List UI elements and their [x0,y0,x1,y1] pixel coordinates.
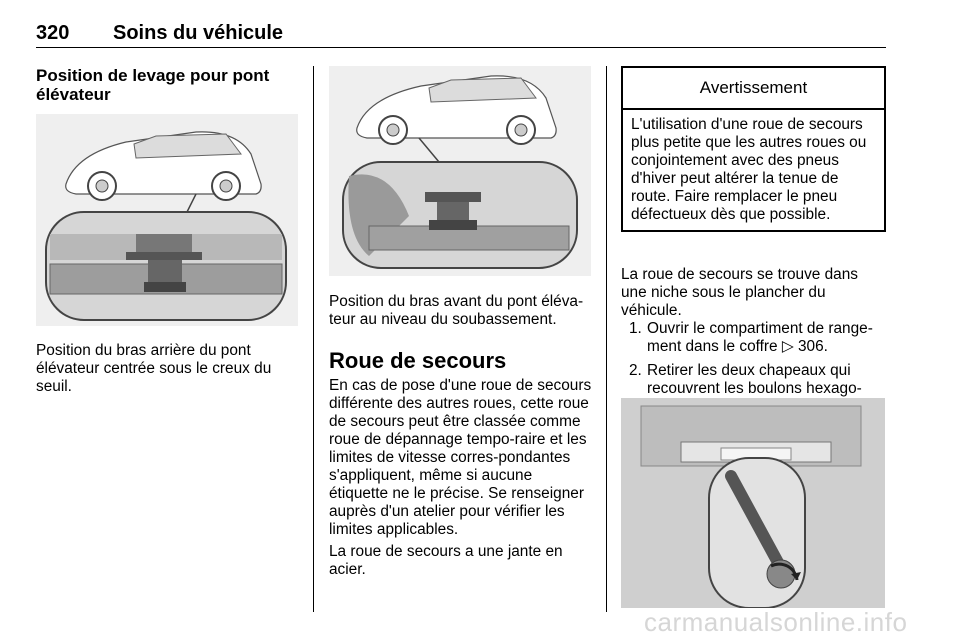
column-divider-1 [313,66,314,612]
column-divider-2 [606,66,607,612]
watermark: carmanualsonline.info [644,607,908,637]
warning-text: L'utilisation d'une roue de secours plus petite que les autres roues ou conjointement avec des pneus d'hiver peut altérer la tenue de route. Faire remplacer le pneu défectueux dès que possible. [631,116,867,223]
lift-position-heading: Position de levage pour pont élévateur [36,66,270,104]
step-number: 1. [629,320,642,337]
spare-wheel-rim-paragraph: La roue de secours a une jante en acier. [329,543,563,578]
front-lift-caption: Position du bras avant du pont éléva-teur au niveau du soubassement. [329,293,584,328]
rear-lift-arm-figure [36,114,298,326]
warning-title: Avertissement [623,68,884,110]
page-number: 320 [36,22,70,44]
trunk-cap-removal-figure [621,398,885,608]
list-item [621,320,887,356]
step-number: 2. [629,362,642,379]
step-text: Retirer les deux chapeaux qui recouvrent les boulons hexago- [647,362,862,397]
warning-box [621,66,886,232]
spare-wheel-location-text: La roue de secours se trouve dans une niche sous le plancher du véhicule. [621,266,858,319]
step-text: Ouvrir le compartiment de range-ment dans le coffre ▷ 306. [647,320,873,355]
header-rule [36,47,886,48]
rear-lift-caption: Position du bras arrière du pont élévateur centrée sous le creux du seuil. [36,342,272,395]
spare-wheel-heading: Roue de secours [329,348,507,373]
front-lift-arm-figure [329,66,591,276]
spare-wheel-paragraph: En cas de pose d'une roue de secours différente des autres roues, cette roue de secours peut être classée comme roue de dépannage tempo-raire et les limites de vitesse corres-pondantes s'appliquent, même si aucune étiquette ne le précise. Se renseigner auprès d'un atelier pour vérifier les limites applicables. [329,377,592,538]
section-title: Soins du véhicule [113,22,284,44]
